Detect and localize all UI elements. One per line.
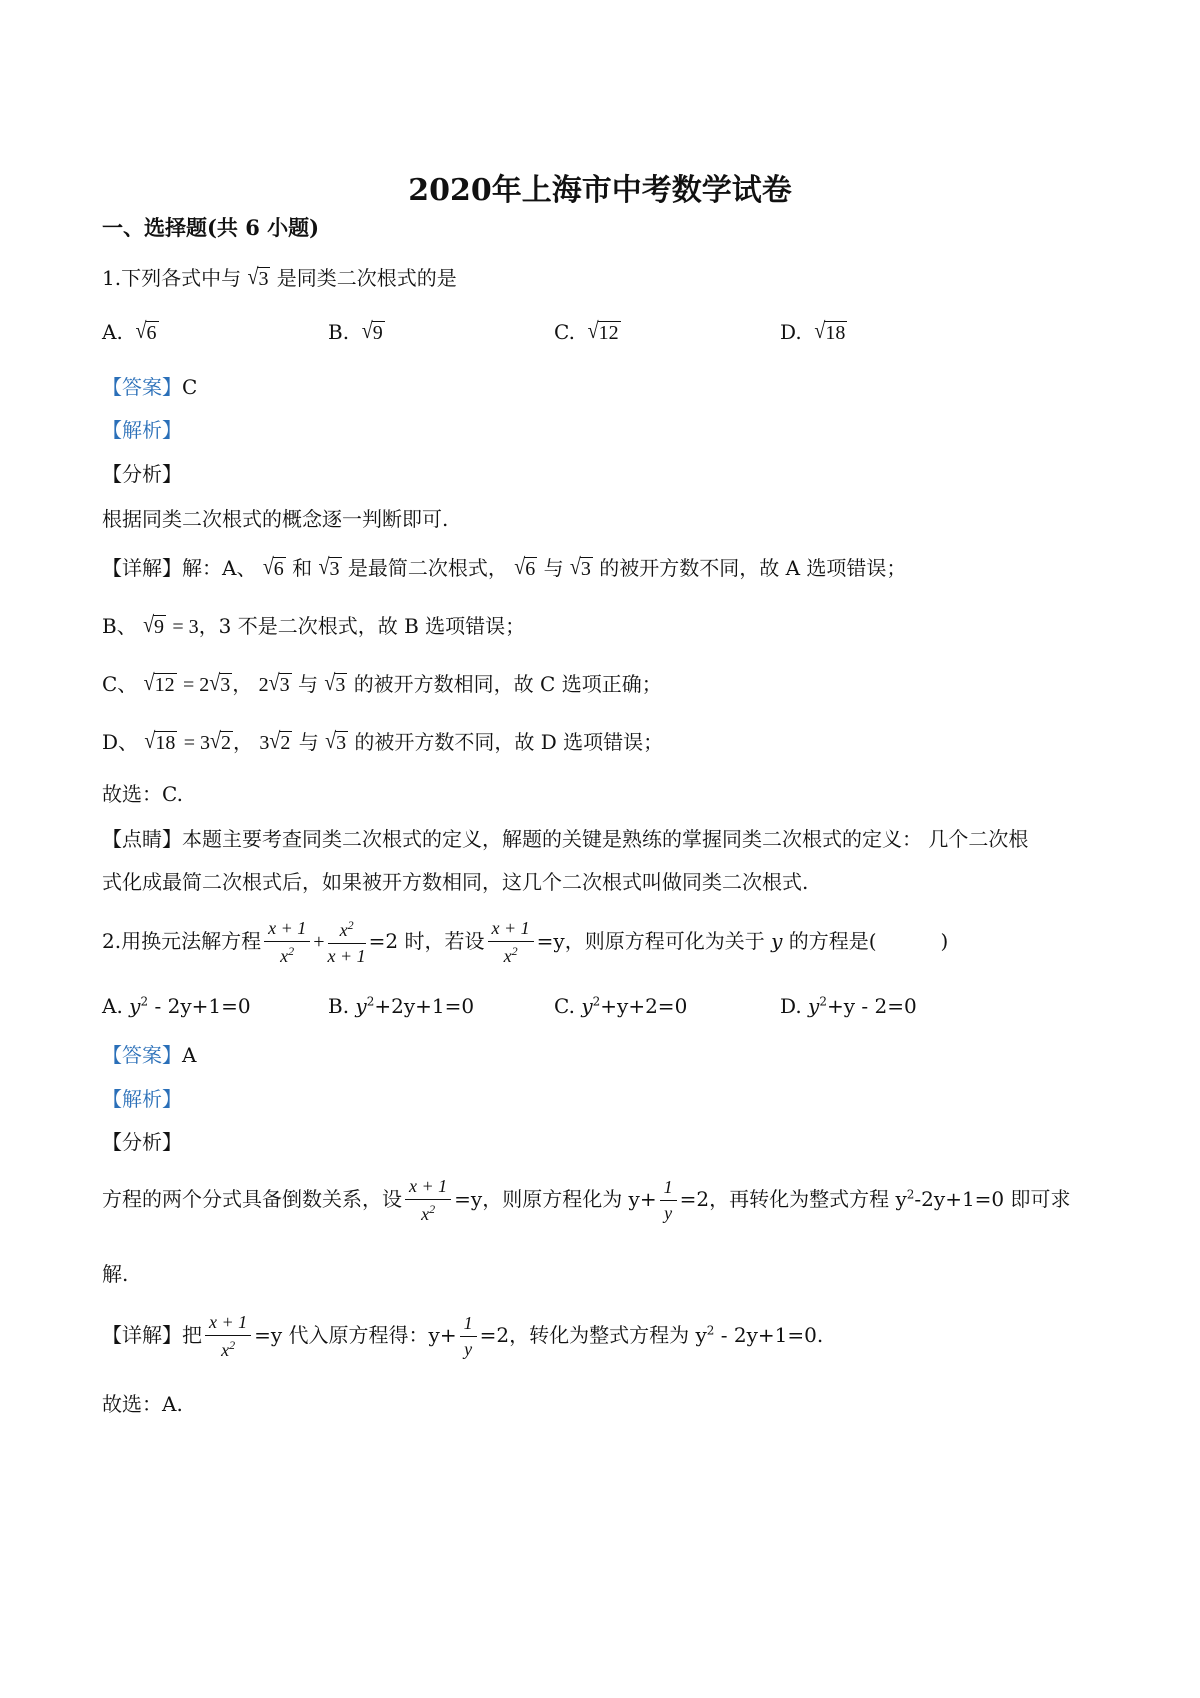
q2-stem: 2.用换元法解方程 $\frac{x + 1}{x^2}$ + $\frac{x^2}{x + 1}$ =2 时，若设 $\frac{x + 1}{x^2}$ =y，则原方程可化为关于 y 的方程是( ): [102, 918, 949, 966]
fraction: $\frac{1}{y}$: [660, 1177, 677, 1224]
q1-dianjing-line1: 【点睛】本题主要考查同类二次根式的定义，解题的关键是熟练的掌握同类二次根式的定义： 几个二次根: [102, 827, 1029, 851]
q1-option-b: B. √9: [328, 318, 383, 344]
q1-detail-a: 【详解】解：A、 √6 和 √3 是最简二次根式， √6 与 √3 的被开方数不同，故 A 选项错误；: [102, 554, 907, 580]
fraction: $\frac{x^2}{x + 1}$: [327, 918, 366, 966]
answer-tag: 【答案】: [102, 1043, 182, 1067]
q1-stem-pre: 1.下列各式中与: [102, 266, 242, 290]
fraction: $\frac{1}{y}$: [460, 1313, 477, 1360]
q1-detail-b: B、 √9 = 3，3 不是二次根式，故 B 选项错误；: [102, 612, 526, 638]
q1-answer: [102, 371, 197, 400]
q1-option-a: A. √6: [102, 318, 157, 344]
q2-option-d: D. $y^2+y - 2=0$: [780, 994, 917, 1018]
q2-option-c: C. $y^2+y+2=0$: [554, 994, 688, 1018]
q2-fenxi-text: 方程的两个分式具备倒数关系，设 $\frac{x + 1}{x^2}$ =y，则原方程化为 y+ $\frac{1}{y}$ =2，再转化为整式方程 $y^2-2y+1=0$ 即可求: [102, 1176, 1071, 1224]
q2-guxuan: 故选：A.: [102, 1392, 183, 1416]
sqrt-expression: √3: [247, 264, 269, 290]
q2-fenxi-line2: 解.: [102, 1262, 129, 1286]
q2-option-b: B. $y^2+2y+1=0$: [328, 994, 475, 1018]
fraction: $\frac{x + 1}{x^2}$: [205, 1312, 251, 1361]
q1-fenxi-tag: 【分析】: [102, 462, 182, 486]
q1-detail-c: C、 √12 = 2√3 ， 2√3 与 √3 的被开方数相同，故 C 选项正确；: [102, 670, 662, 696]
q1-guxuan: 故选：C.: [102, 782, 183, 806]
q1-detail-d: D、 √18 = 3√2 ， 3√2 与 √3 的被开方数不同，故 D 选项错误；: [102, 728, 664, 754]
answer-value: C: [182, 375, 198, 399]
section-heading: 一、选择题(共 6 小题): [102, 215, 320, 240]
q1-option-c: C. √12: [554, 318, 619, 344]
q2-fenxi-tag: 【分析】: [102, 1130, 182, 1154]
q1-fenxi-text: 根据同类二次根式的概念逐一判断即可.: [102, 507, 449, 531]
q1-dianjing-line2: 式化成最简二次根式后，如果被开方数相同，这几个二次根式叫做同类二次根式.: [102, 870, 809, 894]
q2-jiexi: 【解析】: [102, 1087, 182, 1111]
answer-tag: 【答案】: [102, 375, 182, 399]
answer-value: A: [182, 1043, 197, 1067]
q2-detail: 【详解】把 $\frac{x + 1}{x^2}$ =y 代入原方程得：y+ $\frac{1}{y}$ =2，转化为整式方程为 $y^2 - 2y+1=0$.: [102, 1312, 824, 1360]
fraction: $\frac{x + 1}{x^2}$: [488, 918, 534, 967]
q1-option-d: D. √18: [780, 318, 846, 344]
page-title: 2020年上海市中考数学试卷: [408, 173, 792, 208]
q1-stem: [102, 262, 457, 291]
q1-stem-post: 是同类二次根式的是: [276, 266, 457, 290]
fraction: $\frac{x + 1}{x^2}$: [264, 918, 310, 967]
q2-answer: [102, 1039, 196, 1068]
fraction: $\frac{x + 1}{x^2}$: [405, 1176, 451, 1225]
q2-option-a: A. $y^2 - 2y+1=0$: [102, 994, 251, 1018]
q1-jiexi: 【解析】: [102, 418, 182, 442]
